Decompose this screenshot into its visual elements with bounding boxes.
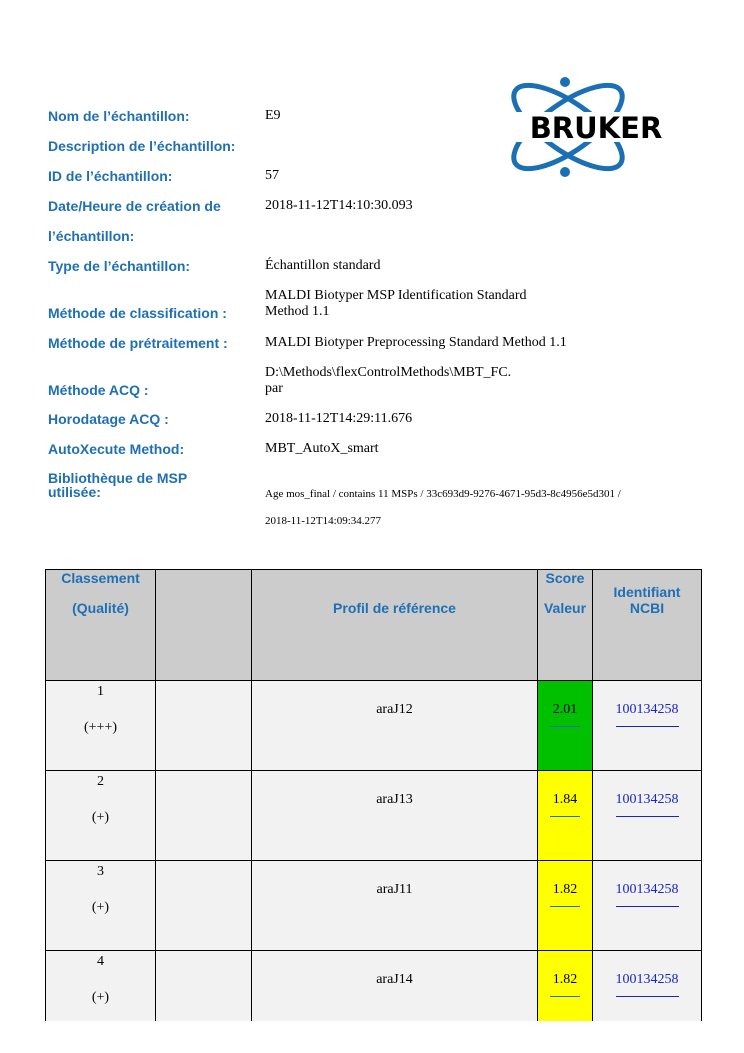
rank-number: 2 xyxy=(97,774,104,789)
blank-cell xyxy=(156,771,252,861)
rank-quality: (+) xyxy=(91,900,110,915)
sample-name-value: E9 xyxy=(265,108,281,123)
rank-header-line2: (Qualité) xyxy=(72,600,129,616)
rank-cell xyxy=(46,681,156,771)
score-header-line2: Valeur xyxy=(543,600,587,616)
ncbi-link[interactable]: 100134258 xyxy=(616,702,679,727)
reference-header: Profil de référence xyxy=(252,570,538,681)
classification-method-label: Méthode de classification : xyxy=(48,305,227,321)
autoxecute-method-label: AutoXecute Method: xyxy=(48,441,185,457)
sample-type-label: Type de l’échantillon: xyxy=(48,258,191,274)
acq-method-value-line2: par xyxy=(265,381,283,396)
rank-number: 3 xyxy=(97,864,104,879)
blank-cell xyxy=(156,681,252,771)
rank-number: 1 xyxy=(97,684,104,699)
score-header-line1: Score xyxy=(545,570,585,586)
sample-id-value: 57 xyxy=(265,168,279,183)
score-cell xyxy=(538,951,593,1022)
ncbi-link[interactable]: 100134258 xyxy=(616,792,679,817)
table-row xyxy=(46,681,702,771)
sample-date-value: 2018-11-12T14:10:30.093 xyxy=(265,198,413,213)
logo-text: BRUKER xyxy=(529,111,663,145)
rank-header-line1: Classement xyxy=(61,570,140,586)
ncbi-link[interactable]: 100134258 xyxy=(616,882,679,907)
sample-date-label-line1: Date/Heure de création de xyxy=(48,198,221,214)
sample-description-label: Description de l’échantillon: xyxy=(48,138,236,154)
reference-profile: araJ14 xyxy=(376,972,413,987)
score-value: 2.01 xyxy=(550,702,581,727)
table-header-row xyxy=(46,570,702,681)
score-value: 1.82 xyxy=(550,882,581,907)
table-row xyxy=(46,861,702,951)
reference-profile: araJ12 xyxy=(376,702,413,717)
score-cell xyxy=(538,861,593,951)
bruker-logo xyxy=(492,72,698,180)
classification-method-value-line2: Method 1.1 xyxy=(265,304,330,319)
reference-cell xyxy=(252,681,538,771)
sample-name-label: Nom de l’échantillon: xyxy=(48,108,190,124)
rank-header xyxy=(46,570,156,681)
rank-quality: (+) xyxy=(91,990,110,1005)
ncbi-header-line1: Identifiant xyxy=(613,584,681,600)
acq-timestamp-value: 2018-11-12T14:29:11.676 xyxy=(265,411,413,426)
ncbi-cell xyxy=(593,681,702,771)
ncbi-link[interactable]: 100134258 xyxy=(616,972,679,997)
score-cell xyxy=(538,681,593,771)
ncbi-cell xyxy=(593,951,702,1022)
autoxecute-method-value: MBT_AutoX_smart xyxy=(265,441,379,456)
ncbi-header-line2: NCBI xyxy=(629,600,665,616)
rank-number: 4 xyxy=(97,954,104,969)
blank-cell xyxy=(156,861,252,951)
acq-method-value-line1: D:\Methods\flexControlMethods\MBT_FC. xyxy=(265,365,512,380)
acq-timestamp-label: Horodatage ACQ : xyxy=(48,411,169,427)
table-row xyxy=(46,771,702,861)
msp-library-value-line1: Age mos_final / contains 11 MSPs / 33c693d9-9276-4671-95d3-8c4956e5d301 / xyxy=(265,488,621,500)
ncbi-header xyxy=(593,570,702,681)
reference-profile: araJ11 xyxy=(376,882,413,897)
reference-cell xyxy=(252,771,538,861)
reference-profile: araJ13 xyxy=(376,792,413,807)
score-value: 1.82 xyxy=(550,972,581,997)
table-row xyxy=(46,951,702,1022)
msp-library-value-line2: 2018-11-12T14:09:34.277 xyxy=(265,515,381,527)
rank-cell xyxy=(46,951,156,1022)
blank-cell xyxy=(156,951,252,1022)
preprocessing-method-label: Méthode de prétraitement : xyxy=(48,335,228,351)
rank-cell xyxy=(46,861,156,951)
reference-cell xyxy=(252,861,538,951)
sample-date-label-line2: l’échantillon: xyxy=(48,228,135,244)
acq-method-label: Méthode ACQ : xyxy=(48,382,149,398)
rank-cell xyxy=(46,771,156,861)
preprocessing-method-value: MALDI Biotyper Preprocessing Standard Method 1.1 xyxy=(265,335,567,350)
reference-cell xyxy=(252,951,538,1022)
sample-id-label: ID de l’échantillon: xyxy=(48,168,173,184)
results-table xyxy=(45,569,702,1021)
msp-library-label-line1: Bibliothèque de MSP xyxy=(48,470,188,486)
rank-quality: (+) xyxy=(91,810,110,825)
ncbi-cell xyxy=(593,771,702,861)
score-value: 1.84 xyxy=(550,792,581,817)
blank-header xyxy=(156,570,252,681)
ncbi-cell xyxy=(593,861,702,951)
sample-type-value: Échantillon standard xyxy=(265,258,381,273)
msp-library-label-line2: utilisée: xyxy=(48,484,101,500)
classification-method-value-line1: MALDI Biotyper MSP Identification Standard xyxy=(265,288,527,303)
score-cell xyxy=(538,771,593,861)
score-header xyxy=(538,570,593,681)
rank-quality: (+++) xyxy=(83,720,117,735)
